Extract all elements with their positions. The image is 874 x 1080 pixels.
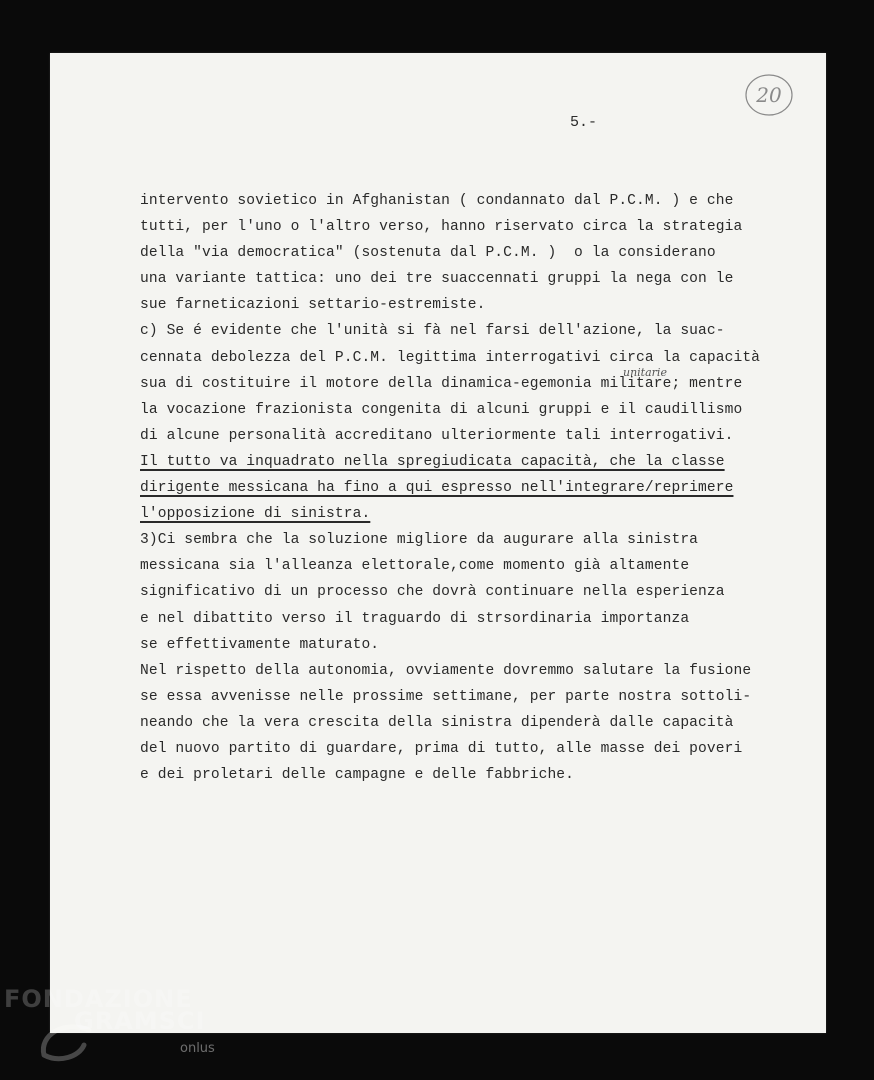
- text-line-21: neando che la vera crescita della sinistra dipenderà dalle capacità: [140, 714, 734, 731]
- logo-swoosh-icon: [34, 1015, 104, 1065]
- body-text: [140, 188, 800, 788]
- text-line-23: e dei proletari delle campagne e delle fabbriche.: [140, 767, 575, 784]
- text-line-3: della "via democratica" (sostenuta dal P.C.M. ) o la considerano: [140, 245, 716, 262]
- text-line-9: la vocazione frazionista congenita di alcuni gruppi e il caudillismo: [140, 401, 743, 418]
- text-line-13-underlined: l'opposizione di sinistra.: [140, 506, 371, 523]
- text-line-17: e nel dibattito verso il traguardo di strsordinaria importanza: [140, 610, 690, 627]
- text-line-4: una variante tattica: uno dei tre suaccennati gruppi la nega con le: [140, 271, 734, 288]
- logo-text-line2: GRAMSCI: [74, 1007, 206, 1035]
- text-line-18: se effettivamente maturato.: [140, 636, 380, 653]
- text-line-14: 3)Ci sembra che la soluzione migliore da augurare alla sinistra: [140, 532, 699, 549]
- circled-annotation: [744, 72, 794, 118]
- text-line-6: c) Se é evidente che l'unità si fà nel farsi dell'azione, la suac-: [140, 323, 725, 340]
- text-line-7: cennata debolezza del P.C.M. legittima interrogativi circa la capacità: [140, 349, 761, 366]
- foundation-watermark-logo: [4, 985, 234, 1075]
- text-line-5: sue farneticazioni settario-estremiste.: [140, 297, 486, 314]
- text-line-22: del nuovo partito di guardare, prima di tutto, alle masse dei poveri: [140, 740, 743, 757]
- text-line-10: di alcune personalità accreditano ulteriormente tali interrogativi.: [140, 427, 734, 444]
- text-line-12-underlined: dirigente messicana ha fino a qui espresso nell'integrare/reprimere: [140, 480, 734, 497]
- text-line-19: Nel rispetto della autonomia, ovviamente dovremmo salutare la fusione: [140, 662, 752, 679]
- text-line-15: messicana sia l'alleanza elettorale,come momento già altamente: [140, 558, 690, 575]
- text-line-2: tutti, per l'uno o l'altro verso, hanno riservato circa la strategia: [140, 219, 743, 236]
- text-line-11-underlined: Il tutto va inquadrato nella spregiudicata capacità, che la classe: [140, 453, 725, 470]
- text-line-8: sua di costituire il motore della dinamica-egemonia militare; mentre: [140, 375, 743, 392]
- circled-annotation-text: 20: [756, 83, 782, 107]
- text-line-1: intervento sovietico in Afghanistan ( condannato dal P.C.M. ) e che: [140, 193, 734, 209]
- text-line-16: significativo di un processo che dovrà continuare nella esperienza: [140, 584, 725, 601]
- page-number: 5.-: [570, 114, 598, 131]
- handwritten-correction: unitarie: [623, 366, 667, 379]
- logo-onlus: onlus: [180, 1041, 215, 1056]
- logo-text-line1: FONDAZIONE: [4, 985, 193, 1013]
- text-line-20: se essa avvenisse nelle prossime settimane, per parte nostra sottoli-: [140, 688, 752, 705]
